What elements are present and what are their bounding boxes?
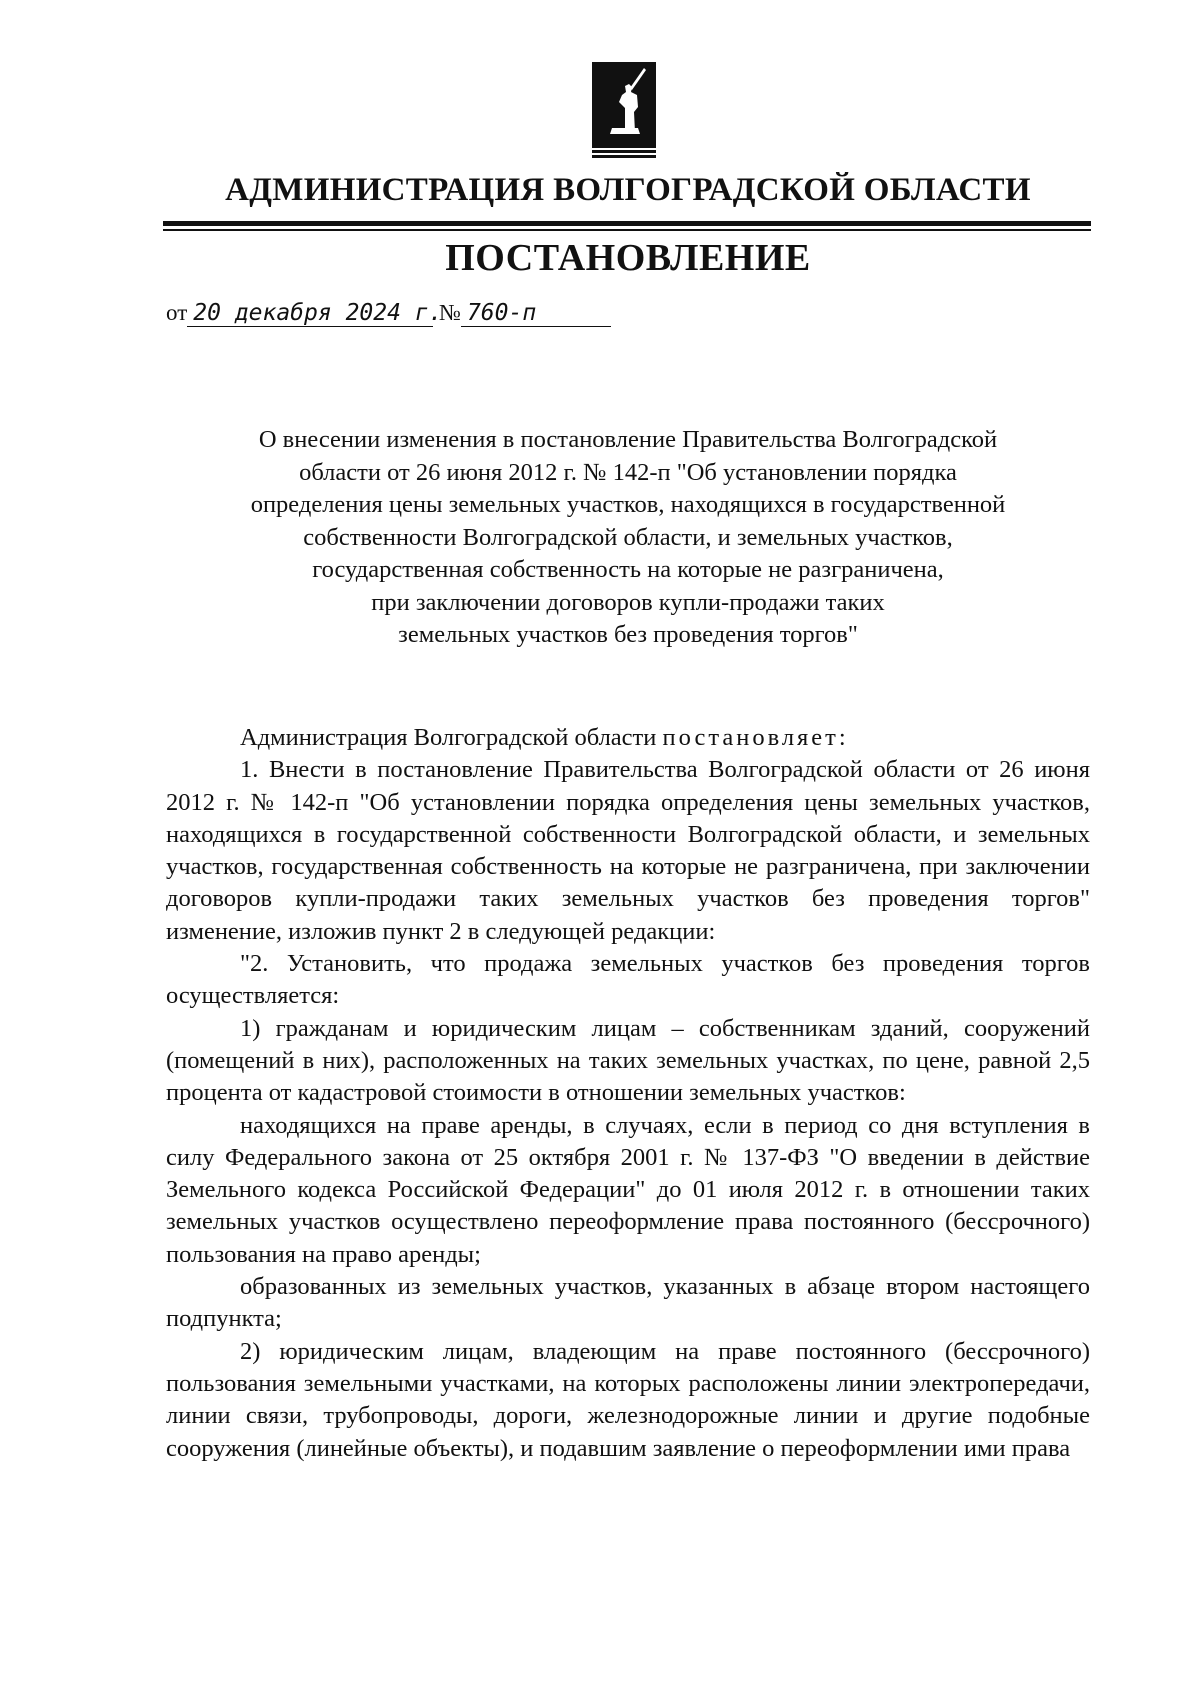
title-line: собственности Волгоградской области, и земельных участков,: [303, 523, 953, 551]
date-prefix: от: [166, 300, 188, 325]
title-line: государственная собственность на которые не разграничена,: [312, 556, 944, 583]
paragraph: 1) гражданам и юридическим лицам – собственникам зданий, сооружений (помещений в них), расположенных на таких земельных участках, по цене, равной 2,5 процента от кадастровой стоимости в отношении земельных участков:: [166, 1014, 1090, 1107]
organization-name: АДМИНИСТРАЦИЯ ВОЛГОГРАДСКОЙ ОБЛАСТИ: [225, 172, 1031, 208]
paragraph: образованных из земельных участков, указанных в абзаце втором настоящего подпункта;: [166, 1273, 1090, 1333]
title-line: определения цены земельных участков, находящихся в государственной: [250, 491, 1006, 518]
header-rule-thick: [163, 221, 1091, 226]
resolution-intro: [166, 722, 1090, 754]
paragraph: "2. Установить, что продажа земельных участков без проведения торгов осуществляется:: [166, 950, 1090, 1010]
title-line: при заключении договоров купли-продажи таких: [371, 588, 885, 616]
intro-verb: постановляет:: [662, 724, 849, 751]
document-title: [166, 424, 1090, 652]
paragraph: 1. Внести в постановление Правительства Волгоградской области от 26 июня 2012 г. № 142-п "Об установлении порядка определения цены земельных участков, находящихся в государственной собственности Волгоградской области, и земельных участков, государственная собственность на которые не разграничена, при заключении договоров купли-продажи таких земельных участков без проведения торгов" изменение, изложив пункт 2 в следующей редакции:: [166, 756, 1090, 945]
intro-lead: Администрация Волгоградской области: [240, 724, 657, 751]
document-date: 20 декабря 2024 г.: [187, 300, 433, 327]
volgograd-emblem-icon: [592, 62, 656, 162]
document-number: 760-п: [461, 300, 611, 327]
title-line: земельных участков без проведения торгов": [398, 621, 858, 648]
title-line: О внесении изменения в постановление Правительства Волгоградской: [258, 426, 998, 453]
paragraph: находящихся на праве аренды, в случаях, если в период со дня вступления в силу Федерального закона от 25 октября 2001 г. № 137-ФЗ "О введении в действие Земельного кодекса Российской Федерации" до 01 июля 2012 г. в отношении таких земельных участков осуществлено переоформление права постоянного (бессрочного) пользования на право аренды;: [166, 1111, 1090, 1268]
date-number-line: [166, 300, 611, 327]
number-prefix: №: [439, 300, 461, 325]
paragraph: 2) юридическим лицам, владеющим на праве постоянного (бессрочного) пользования земельными участками, на которых расположены линии электропередачи, линии связи, трубопроводы, дороги, железнодорожные линии и другие подобные сооружения (линейные объекты), и подавшим заявление о переоформлении ими права: [166, 1337, 1090, 1462]
header-rule-thin: [163, 229, 1091, 231]
document-body: [166, 722, 1090, 1465]
document-type: ПОСТАНОВЛЕНИЕ: [445, 237, 811, 279]
title-line: области от 26 июня 2012 г. № 142-п "Об установлении порядка: [299, 458, 957, 486]
